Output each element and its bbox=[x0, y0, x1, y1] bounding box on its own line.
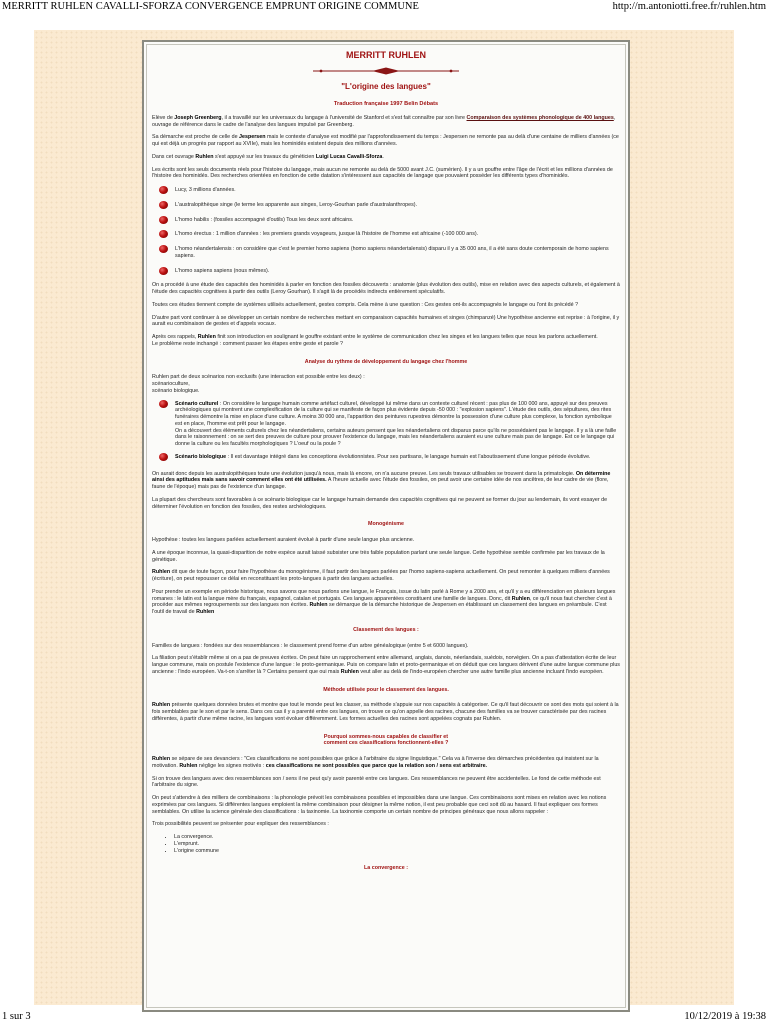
paragraph: La filiation peut s'établir même si on a pas de preuves écrites. On peut faire un rapprochement entre allemand, anglais, danois, néerlandais, suédois, norvégien. On a pas d'attestation écrite de leur langue commune, mais on postule l'existence d'une langue : le proto-germanique. Puis on compare latin et proto-germanique et on déduit que ces langues dérivent d'une autre langue commune plus ancienne : l'indo européen. Va-t-on s'arrêter là ? Certains pensent que oui mais Ruhlen veut aller au delà de l'indo-européen chercher une autre famille plus ancienne incluant l'indo européen. bbox=[152, 655, 620, 675]
list-item: Lucy, 3 millions d'années. bbox=[152, 187, 620, 194]
intro-paragraph-4: Les écrits sont les seuls documents réels pour l'histoire du langage, mais aucun ne remonte au delà de 5000 avant J.C. (sumérien). Il y a un gouffre entre l'âge de l'écrit et les millions d'années de l'histoire des hominidés. Des recherches orientées en fonction de cette datation s'intéressent aux capacités de langage que pouvaient posséder les différents types d'hominidés. bbox=[152, 166, 613, 180]
list-item: L'homo habilis : (fossiles accompagné d'outils) Tous les deux sont africains. bbox=[152, 217, 620, 224]
red-bullet-icon bbox=[159, 216, 168, 224]
list-item: L'homo érectus : 1 million d'années : les premiers grands voyageurs, jusque là l'histoire de l'homme est africaine (-100 000 ans). bbox=[152, 231, 620, 238]
document-content bbox=[144, 42, 628, 872]
name-greenberg: Joseph Greenberg bbox=[174, 114, 222, 121]
document-frame bbox=[142, 40, 630, 1012]
section-heading-methode: Méthode utilisée pour le classement des langues. bbox=[323, 686, 449, 693]
red-bullet-icon bbox=[159, 453, 168, 461]
paragraph: Toutes ces études tiennent compte de systèmes utilisés actuellement, gestes compris. Cela mène à une question : Ces gestes ont-ils accompagnés le langage ou l'ont ils précédé ? bbox=[152, 301, 579, 308]
intro-paragraph-3: Dans cet ouvrage Ruhlen s'est appuyé sur les travaux du généticien Luigi Lucas Cavalli-Sforza. bbox=[152, 153, 384, 160]
paragraph: Trois possibilités peuvent se présenter pour expliquer des ressemblances : bbox=[152, 821, 329, 828]
possibilities-list bbox=[152, 834, 620, 854]
print-header-url: http://m.antoniotti.free.fr/ruhlen.htm bbox=[612, 1, 766, 12]
page-background bbox=[34, 30, 734, 1005]
red-bullet-icon bbox=[159, 186, 168, 194]
paragraph: Ruhlen dit que de toute façon, pour faire l'hypothèse du monogénisme, il faut partir des langues parlées par l'homo sapiens-sapiens actuellement. On peut remonter à quelques milliers d'années (écriture), on peut repousser ce délai en reconstituant les proto-langues à partir des langues actuelles. bbox=[152, 569, 610, 582]
print-header bbox=[0, 0, 768, 16]
paragraph: On peut s'attendre à des milliers de combinaisons : la phonologie prévoit les combinaisons possibles et impossibles dans une langue. Ces combinaisons sont mises en relation avec les notions exprimées par ces langues. Si différentes langues emploient la même combinaison pour désigner la même notion, il est peu probable que ceci soit dû au hasard. Il faut expliquer ces formes semblables. On utilise la science générale des classifications : la taxinomie. La taxinomie comporte un certain nombre de principes généraux que nous allons rappeler : bbox=[152, 795, 607, 815]
list-item: • L'origine commune bbox=[174, 848, 620, 855]
paragraph: Ruhlen présente quelques données brutes et montre que tout le monde peut les classer, sa méthode s'appuie sur nos capacités à catégoriser. Ce qu'il faut découvrir ce sont des mots qui soient à la fois semblables par le son et par le sens. Dans ces cas il y a parenté entre ces langues, on trouve ce qu'on appelle des racines, chacune des familles va se trouver caractérisée par des racines différentes, à partir d'une même racine, les langues vont évoluer différemment. Les formes actuelles des racines sont appelées cognats par Ruhlen. bbox=[152, 702, 619, 722]
red-bullet-icon bbox=[159, 400, 168, 408]
red-bullet-icon bbox=[159, 245, 168, 253]
red-bullet-icon bbox=[159, 201, 168, 209]
paragraph: Hypothèse : toutes les langues parlées actuellement auraient évolué à partir d'une seule langue plus ancienne. bbox=[152, 537, 415, 543]
scenarios-intro: Ruhlen part de deux scénarios non exclusifs (une interaction est possible entre les deux) : scénarioculture, scénario biologique. bbox=[152, 374, 365, 394]
scenario-culturel: Scénario culturel : On considère le langage humain comme artéfact culturel, développé lui même dans un contexte culturel récent : pas plus de 100 000 ans, appuyé sur des preuves archéologiques qui montrent une complexification de la culture qui se manifeste de façon plus évidente depuis -50 000 : "explosion sapiens". L'étude des outils, des sépultures, des rites funéraires démontre la mise en place d'une culture. A moins 30 000 ans, l'apparition des peintures rupestres démontre la possession d'une culture plus complexe, la fonction symbolique est en place, l'homme est prêt pour le langage. On a découvert des éléments culturels chez les néandertaliens, certains auteurs pensent que les néandertaliens ont disparus parce qu'ils ne possédaient pas le langage. Il y a là une faille dans le raisonnement : on se sert des preuves de culture pour prouver l'existence du langage, mais les néandertaliens auraient eu une culture mais pas de langage. Est ce le langage qui donne la culture ou les facultés morphologiques ? L'oeuf ou la poule ? bbox=[152, 401, 620, 448]
red-bullet-icon bbox=[159, 230, 168, 238]
print-footer bbox=[0, 1010, 768, 1024]
section-heading-analyse: Analyse du rythme de développement du langage chez l'homme bbox=[304, 358, 468, 365]
section-heading-classement: Classement des langues : bbox=[353, 626, 419, 633]
paragraph: La plupart des chercheurs sont favorables à ce scénario biologique car le langage humain demande des capacités cognitives qui ne peuvent se former du jour au lendemain, ils vont essayer de déterminer l'évolution en fonction des fossiles, des restes archéologiques. bbox=[152, 496, 608, 510]
list-item: • L'emprunt. bbox=[174, 841, 620, 848]
hominid-list bbox=[152, 187, 620, 274]
paragraph: D'autre part vont continuer à se développer un certain nombre de recherches mettant en comparaison capacités humaines et singes (chimpanzé) Une hypothèse ancienne est reprise : à l'origine, il y aurait eu combinaison de gestes et d'appels vocaux. bbox=[152, 314, 620, 328]
book-title: Comparaison des systèmes phonologique de 400 langues bbox=[466, 114, 614, 121]
title-ornament bbox=[311, 67, 461, 75]
paragraph: Pour prendre un exemple en période historique, nous savons que nous parlons une langue, le Français, issue du latin parlé à Rome y a 2000 ans, et qu'il y a eu différenciation en plusieurs langues romanes : le latin est la langue mère du français, espagnol, catalan et portugais. Ces langues apparentées constituent une famille de langues. Donc, dit Ruhlen, ce qu'il nous faut chercher c'est à procéder aux mêmes regroupements sur des langues non écrites. Ruhlen se démarque de la démarche historique de Jespersen en établissant un classement des langues en préambule. C'est l'outil de travail de Ruhlen bbox=[152, 588, 616, 615]
page-title: MERRITT RUHLEN bbox=[346, 50, 426, 60]
paragraph: On aurait donc depuis les australopithèques toute une évolution jusqu'à nous, mais là encore, on n'a aucune preuve. Les seuls travaux utilisables se trouvent dans la primatologie. On détermine ainsi des aptitudes mais sans savoir comment elles ont été utilisées. A l'heure actuelle avec l'étude des fossiles, on peut avoir une certaine idée de nos ancêtres, de leur cadre de vie (flore, faune de l'époque) mais pas de l'existence d'un langage. bbox=[152, 470, 611, 490]
page-number: 1 sur 3 bbox=[2, 1011, 31, 1022]
section-heading-pourquoi: Pourquoi sommes-nous capables de classifier et comment ces classifications fonctionnent-elles ? bbox=[323, 733, 449, 747]
intro-paragraph-1: Elève de Joseph Greenberg, il a travaillé sur les universaux du langage à l'université de Stanford et s'est fait connaître par son livre Comparaison des systèmes phonologique de 400 langues, ouvrage de référence dans le cadre de l'analyse des langues impulsé par Greenberg. bbox=[152, 114, 616, 128]
intro-paragraph-2: Sa démarche est proche de celle de Jespersen mais le contexte d'analyse est modifié par l'approfondissement du temps : Jespersen ne remonte pas au delà d'une centaine de milliers d'années (ce qui est déjà un progrès par rapport au XVIIe), mais les hominidés existent depuis des millions d'années. bbox=[152, 134, 619, 147]
paragraph: A une époque inconnue, la quasi-disparition de notre espèce aurait laissé subsister une très faible population parlant une seule langue. Cette hypothèse semble confirmée par les travaux de la génétique. bbox=[152, 549, 605, 563]
list-item: L'homo sapiens sapiens (nous mêmes). bbox=[152, 268, 620, 275]
section-heading-monogenisme: Monogénisme bbox=[368, 521, 404, 528]
paragraph: Familles de langues : fondées sur des ressemblances : le classement prend forme d'un arbre généalogique (entre 5 et 6000 langues). bbox=[152, 642, 469, 649]
print-date: 10/12/2019 à 19:38 bbox=[684, 1011, 766, 1022]
rappels-paragraph: Après ces rappels, Ruhlen finit son introduction en soulignant le gouffre existant entre le système de communication chez les singes et les langues telles que nous les parlons actuellement. Le problème reste inchangé : comment passer les étapes entre geste et parole ? bbox=[152, 334, 598, 347]
list-item: • La convergence. bbox=[174, 834, 620, 841]
paragraph: Si on trouve des langues avec des ressemblances son / sens il ne peut qu'y avoir parenté entre ces langues. Ces ressemblances ne peuvent être accidentelles. Le fond de cette méthode est l'arbitraire du signe. bbox=[152, 775, 601, 789]
section-heading-convergence: La convergence : bbox=[364, 865, 408, 872]
red-bullet-icon bbox=[159, 267, 168, 275]
page-subtitle: "L'origine des langues" bbox=[341, 82, 431, 91]
list-item: L'homo néandertalensis : on considère que c'est le premier homo sapiens (homo sapiens néandertalensis) disparu il y a 35 000 ans, il a été sans doute contemporain de homo sapiens sapiens. bbox=[152, 246, 620, 260]
print-header-title: MERRITT RUHLEN CAVALLI-SFORZA CONVERGENCE EMPRUNT ORIGINE COMMUNE bbox=[2, 1, 419, 12]
translation-credit: Traduction française 1997 Belin Débats bbox=[333, 101, 439, 107]
list-item: L'australopithèque singe (le terme les apparente aux singes, Leroy-Gourhan parle d'australanthropes). bbox=[152, 202, 620, 209]
scenario-biologique: Scénario biologique : Il est davantage intégré dans les conceptions évolutionnistes. Pour ses partisans, le langage humain est l'aboutissement d'une longue période évolutive. bbox=[152, 454, 620, 461]
paragraph: On a procédé à une étude des capacités des hominidés à parler en fonction des fossiles découverts : anatomie (plus évolution des outils), mise en relation avec des aspects culturels, et également à l'étude des capacités cognitives à partir des outils (Leroy Gourhan). Il s'agit là de procédés indirects entièrement spéculatifs. bbox=[152, 282, 620, 295]
paragraph: Ruhlen se sépare de ses devanciers : "Ces classifications ne sont possibles que grâce à l'arbitraire du signe linguistique." Cela va à l'inverse des démarches précédentes qui insistent sur la motivation. Ruhlen néglige les signes motivés : ces classifications ne sont possibles que parce que la relation son / sens est arbitraire. bbox=[152, 756, 599, 769]
